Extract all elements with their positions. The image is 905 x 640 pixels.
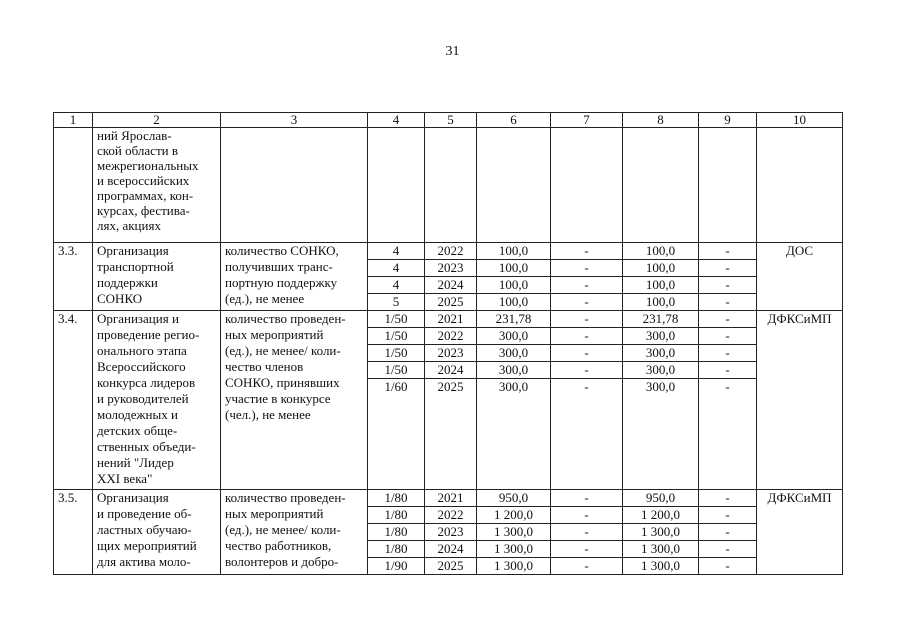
item-indicator-line: волонтеров и добро-: [225, 554, 339, 569]
item-name-line: Организация: [97, 243, 169, 258]
cell-c8: 300,0: [623, 379, 699, 490]
cell-c8: 100,0: [623, 294, 699, 311]
item-name-line: СОНКО: [97, 291, 143, 306]
continuation-line: межрегиональных: [97, 158, 199, 173]
item-indicator-line: получивших транс-: [225, 259, 333, 274]
header-col-7: 7: [551, 113, 623, 128]
cell-plan: 4: [368, 260, 425, 277]
header-col-10: 10: [757, 113, 843, 128]
item-row: [54, 311, 843, 328]
item-row: [54, 243, 843, 260]
cell-plan: 1/50: [368, 345, 425, 362]
cell-c8: 300,0: [623, 345, 699, 362]
item-indicator-line: (чел.), не менее: [225, 407, 311, 422]
cell-total: 950,0: [477, 490, 551, 507]
cell-year: 2023: [425, 260, 477, 277]
cell-c8: 100,0: [623, 243, 699, 260]
cell-c9: -: [699, 541, 757, 558]
item-name-line: и руководителей: [97, 391, 189, 406]
item-name-line: ственных объеди-: [97, 439, 196, 454]
cell-plan: 5: [368, 294, 425, 311]
cell-c9: -: [699, 277, 757, 294]
continuation-cell-7: [551, 128, 623, 243]
cell-total: 1 300,0: [477, 541, 551, 558]
cell-total: 300,0: [477, 362, 551, 379]
item-indicator-line: количество СОНКО,: [225, 243, 339, 258]
cell-c8: 1 300,0: [623, 524, 699, 541]
cell-year: 2023: [425, 345, 477, 362]
continuation-line: программах, кон-: [97, 188, 194, 203]
cell-c7: -: [551, 558, 623, 575]
item-name: [93, 490, 221, 575]
page-number: 31: [445, 44, 460, 59]
cell-total: 100,0: [477, 294, 551, 311]
continuation-line: ний Ярослав-: [97, 128, 172, 143]
cell-c9: -: [699, 311, 757, 328]
continuation-line: лях, акциях: [97, 218, 161, 233]
cell-c9: -: [699, 507, 757, 524]
item-name-line: молодежных и: [97, 407, 178, 422]
continuation-cell-8: [623, 128, 699, 243]
cell-c8: 300,0: [623, 362, 699, 379]
continuation-row: [54, 128, 843, 243]
cell-total: 100,0: [477, 260, 551, 277]
item-indicator-line: ных мероприятий: [225, 327, 324, 342]
continuation-cell-4: [368, 128, 425, 243]
header-col-5: 5: [425, 113, 477, 128]
header-col-1: 1: [54, 113, 93, 128]
item-number: 3.3.: [54, 243, 93, 311]
cell-c9: -: [699, 362, 757, 379]
item-row: [54, 490, 843, 507]
item-name: [93, 243, 221, 311]
header-col-2: 2: [93, 113, 221, 128]
cell-c9: -: [699, 524, 757, 541]
item-indicator-line: (ед.), не менее: [225, 291, 305, 306]
cell-c9: -: [699, 558, 757, 575]
cell-total: 100,0: [477, 243, 551, 260]
header-col-9: 9: [699, 113, 757, 128]
continuation-cell-9: [699, 128, 757, 243]
continuation-line: ской области в: [97, 143, 178, 158]
item-name-line: щих мероприятий: [97, 538, 197, 553]
item-name-line: Организация и: [97, 311, 179, 326]
cell-total: 1 300,0: [477, 524, 551, 541]
cell-total: 300,0: [477, 328, 551, 345]
item-name-line: XXI века": [97, 471, 153, 486]
cell-c8: 950,0: [623, 490, 699, 507]
continuation-cell-5: [425, 128, 477, 243]
cell-total: 1 300,0: [477, 558, 551, 575]
continuation-cell-2: [93, 128, 221, 243]
item-name-line: проведение регио-: [97, 327, 200, 342]
cell-c7: -: [551, 277, 623, 294]
cell-plan: 4: [368, 277, 425, 294]
cell-c7: -: [551, 328, 623, 345]
header-col-3: 3: [221, 113, 368, 128]
item-name-line: и проведение об-: [97, 506, 192, 521]
item-indicator: [221, 243, 368, 311]
cell-year: 2025: [425, 294, 477, 311]
cell-c9: -: [699, 260, 757, 277]
cell-plan: 4: [368, 243, 425, 260]
cell-c7: -: [551, 243, 623, 260]
cell-c8: 1 300,0: [623, 558, 699, 575]
cell-c7: -: [551, 524, 623, 541]
cell-c9: -: [699, 243, 757, 260]
item-indicator-line: (ед.), не менее/ коли-: [225, 343, 341, 358]
cell-plan: 1/80: [368, 524, 425, 541]
cell-plan: 1/60: [368, 379, 425, 490]
item-name-line: детских обще-: [97, 423, 178, 438]
item-name-line: транспортной: [97, 259, 174, 274]
cell-year: 2022: [425, 328, 477, 345]
continuation-line: курсах, фестива-: [97, 203, 190, 218]
cell-c9: -: [699, 490, 757, 507]
cell-plan: 1/80: [368, 490, 425, 507]
cell-c8: 1 200,0: [623, 507, 699, 524]
cell-c7: -: [551, 362, 623, 379]
item-executor: ДФКСиМП: [757, 490, 843, 575]
item-indicator-line: СОНКО, принявших: [225, 375, 340, 390]
item-number: 3.4.: [54, 311, 93, 490]
cell-c7: -: [551, 260, 623, 277]
item-name-line: Всероссийского: [97, 359, 186, 374]
cell-c8: 100,0: [623, 277, 699, 294]
cell-plan: 1/80: [368, 541, 425, 558]
item-name-line: Организация: [97, 490, 169, 505]
item-indicator-line: чество работников,: [225, 538, 332, 553]
cell-year: 2025: [425, 379, 477, 490]
cell-plan: 1/90: [368, 558, 425, 575]
continuation-cell-6: [477, 128, 551, 243]
cell-year: 2023: [425, 524, 477, 541]
cell-c9: -: [699, 328, 757, 345]
header-col-8: 8: [623, 113, 699, 128]
cell-total: 300,0: [477, 345, 551, 362]
cell-c9: -: [699, 294, 757, 311]
cell-c7: -: [551, 541, 623, 558]
item-indicator-line: количество проведен-: [225, 311, 346, 326]
cell-plan: 1/80: [368, 507, 425, 524]
item-indicator-line: участие в конкурсе: [225, 391, 331, 406]
cell-plan: 1/50: [368, 311, 425, 328]
header-row: [54, 113, 843, 128]
cell-total: 100,0: [477, 277, 551, 294]
continuation-line: и всероссийских: [97, 173, 190, 188]
item-indicator-line: портную поддержку: [225, 275, 338, 290]
item-executor: ДОС: [757, 243, 843, 311]
cell-total: 300,0: [477, 379, 551, 490]
cell-c7: -: [551, 345, 623, 362]
cell-c7: -: [551, 294, 623, 311]
item-indicator-line: (ед.), не менее/ коли-: [225, 522, 341, 537]
cell-c9: -: [699, 345, 757, 362]
cell-year: 2024: [425, 362, 477, 379]
item-name-line: поддержки: [97, 275, 158, 290]
cell-c7: -: [551, 379, 623, 490]
header-col-4: 4: [368, 113, 425, 128]
program-table: [53, 112, 843, 575]
cell-year: 2021: [425, 311, 477, 328]
cell-year: 2022: [425, 507, 477, 524]
cell-c8: 231,78: [623, 311, 699, 328]
item-name-line: для актива моло-: [97, 554, 191, 569]
continuation-cell-3: [221, 128, 368, 243]
item-number: 3.5.: [54, 490, 93, 575]
item-indicator: [221, 311, 368, 490]
item-name-line: конкурса лидеров: [97, 375, 196, 390]
cell-total: 231,78: [477, 311, 551, 328]
cell-c8: 100,0: [623, 260, 699, 277]
cell-c8: 300,0: [623, 328, 699, 345]
cell-c9: -: [699, 379, 757, 490]
cell-year: 2022: [425, 243, 477, 260]
item-name-line: онального этапа: [97, 343, 187, 358]
item-indicator-line: чество членов: [225, 359, 304, 374]
cell-plan: 1/50: [368, 328, 425, 345]
item-name: [93, 311, 221, 490]
item-executor: ДФКСиМП: [757, 311, 843, 490]
cell-year: 2024: [425, 541, 477, 558]
item-name-line: ластных обучаю-: [97, 522, 192, 537]
cell-year: 2024: [425, 277, 477, 294]
item-indicator: [221, 490, 368, 575]
cell-c8: 1 300,0: [623, 541, 699, 558]
header-col-6: 6: [477, 113, 551, 128]
cell-year: 2025: [425, 558, 477, 575]
cell-total: 1 200,0: [477, 507, 551, 524]
item-name-line: нений "Лидер: [97, 455, 174, 470]
cell-c7: -: [551, 507, 623, 524]
item-indicator-line: ных мероприятий: [225, 506, 324, 521]
cell-c7: -: [551, 490, 623, 507]
cell-year: 2021: [425, 490, 477, 507]
cell-c7: -: [551, 311, 623, 328]
continuation-cell-1: [54, 128, 93, 243]
cell-plan: 1/50: [368, 362, 425, 379]
item-indicator-line: количество проведен-: [225, 490, 346, 505]
continuation-cell-10: [757, 128, 843, 243]
